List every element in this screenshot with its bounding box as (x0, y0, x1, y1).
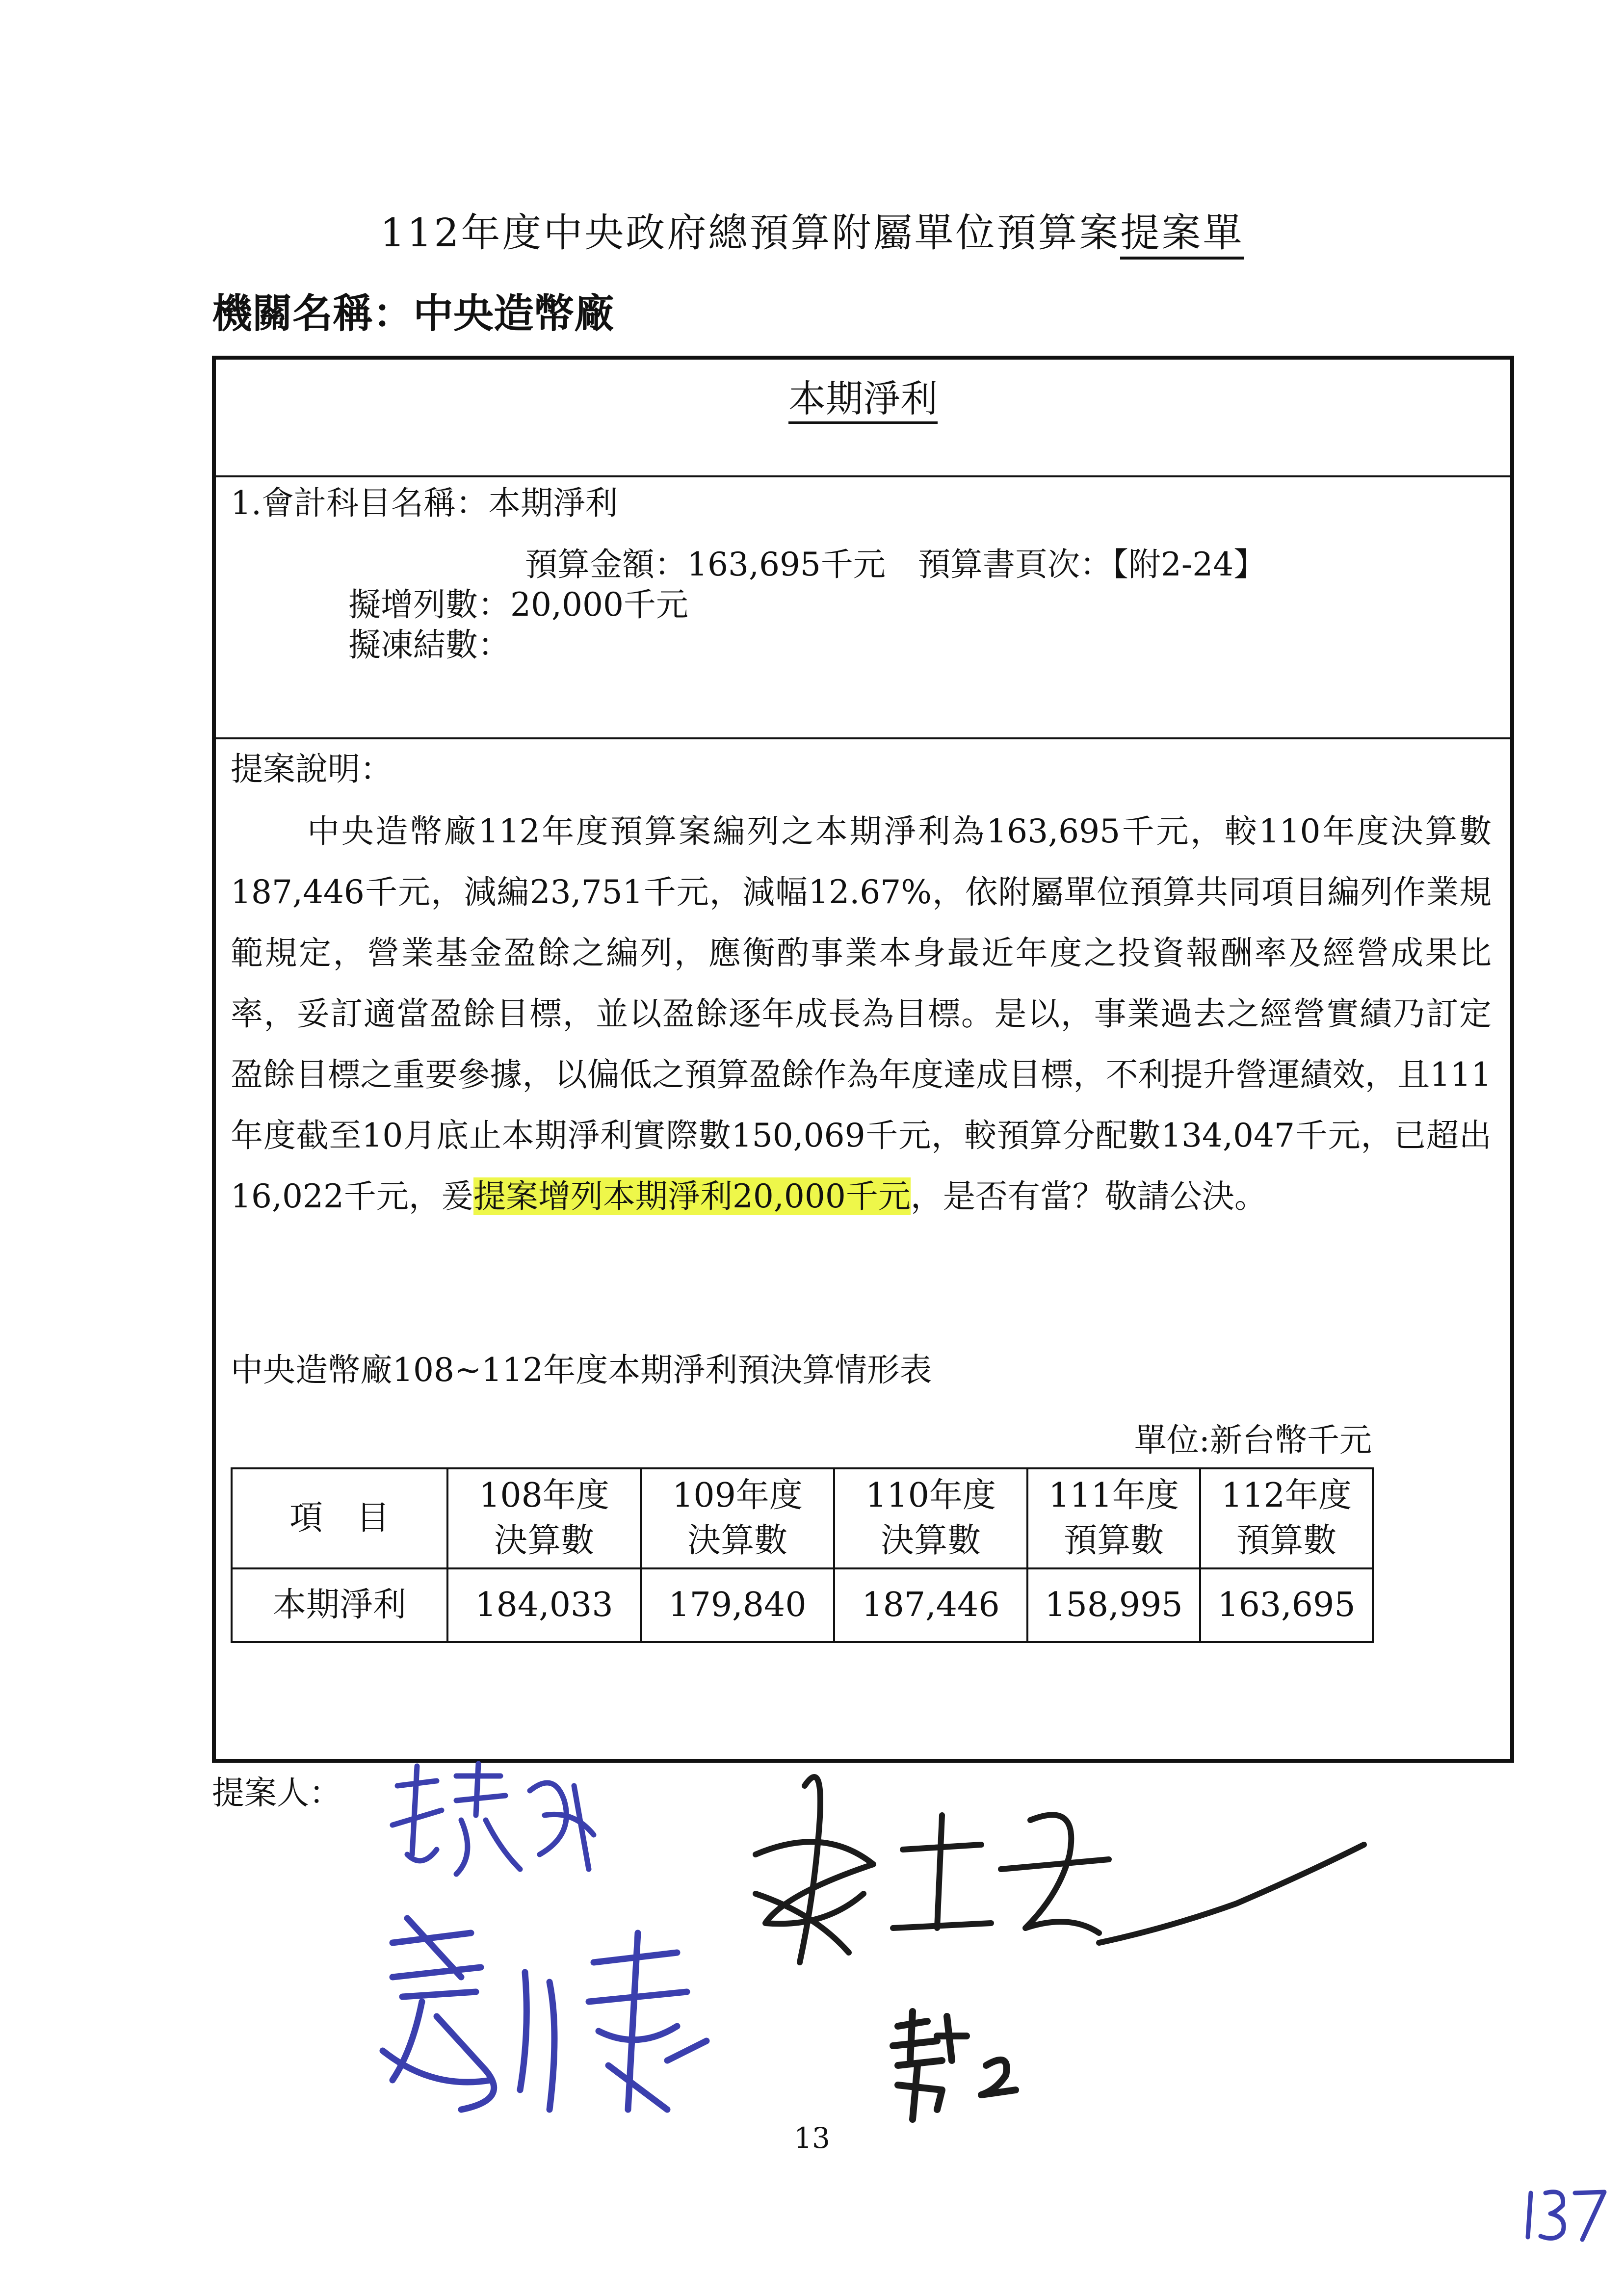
handwritten-page-number (1521, 2178, 1609, 2249)
page-number: 13 (794, 2121, 830, 2155)
item-line-1: 1.會計科目名稱：本期淨利 (231, 484, 618, 522)
explanation-highlight: 提案增列本期淨利20,000千元 (473, 1177, 911, 1215)
header-line: 預算數 (1236, 1521, 1336, 1560)
agency-name: 中央造幣廠 (413, 290, 615, 337)
table-cell: 184,033 (447, 1568, 641, 1642)
proposal-frame (212, 356, 1514, 1763)
table-header (641, 1468, 834, 1568)
signature-1-drawing (378, 1756, 603, 1884)
item-line-2: 預算金額：163,695千元 預算書頁次：【附2-24】 (525, 546, 1266, 583)
signature-2 (363, 1904, 746, 2131)
handwritten-page-number-drawing (1521, 2178, 1609, 2247)
table-cell: 179,840 (641, 1568, 834, 1642)
title-main: 112年度中央政府總預算附屬單位預算案 (380, 210, 1121, 256)
data-table (231, 1467, 1374, 1643)
header-line: 決算數 (880, 1521, 981, 1560)
signature-3-drawing (726, 1766, 1384, 1992)
table-header (834, 1468, 1027, 1568)
explanation-text: 中央造幣廠112年度預算案編列之本期淨利為163,695千元，較110年度決算數187,446千元，減編23,751千元，減幅12.67%，依附屬單位預算共同項目編列作業規範規定，營業基金盈餘之編列，應衡酌事業本身最近年度之投資報酬率及經營成果比率，妥訂適當盈餘目標，並以盈餘逐年成長為目標。是以，事業過去之經營實績乃訂定盈餘目標之重要參據，以偏低之預算盈餘作為年度達成目標，不利提升營運績效，且111年度截至10月底止本期淨利實際數150,069千元，較預算分配數134,047千元，已超出16,022千元，爰 (231, 812, 1492, 1215)
header-line: 109年度 (672, 1476, 803, 1515)
table-header (1200, 1468, 1373, 1568)
table-header (232, 1468, 447, 1568)
signature-1 (378, 1756, 603, 1886)
table-header (447, 1468, 641, 1568)
proposer-label: 提案人： (212, 1774, 341, 1812)
table-cell: 158,995 (1027, 1568, 1200, 1642)
header-line: 112年度 (1221, 1476, 1352, 1515)
header-line: 決算數 (687, 1521, 787, 1560)
header-line: 預算數 (1063, 1521, 1164, 1560)
signature-4-drawing (883, 2007, 1040, 2124)
table-caption: 中央造幣廠108~112年度本期淨利預決算情形表 (231, 1351, 932, 1389)
agency-label: 機關名稱： (212, 290, 414, 337)
agency-line (212, 287, 614, 341)
table-header-row (232, 1468, 1373, 1568)
signature-3 (726, 1766, 1384, 1994)
table-cell: 163,695 (1200, 1568, 1373, 1642)
header-line: 110年度 (865, 1476, 996, 1515)
header-line: 108年度 (479, 1476, 609, 1515)
item-line-4: 擬凍結數： (348, 626, 510, 664)
document-title (0, 206, 1624, 260)
table-header (1027, 1468, 1200, 1568)
divider (216, 737, 1510, 739)
header-line: 111年度 (1048, 1476, 1179, 1515)
table-cell: 187,446 (834, 1568, 1027, 1642)
title-underlined: 提案單 (1120, 210, 1244, 260)
signature-4 (883, 2007, 1040, 2126)
table-row (232, 1568, 1373, 1642)
table-cell: 本期淨利 (232, 1568, 447, 1642)
divider (216, 475, 1510, 477)
section-title (216, 372, 1510, 426)
section-title-text: 本期淨利 (788, 377, 938, 424)
header-line: 決算數 (494, 1521, 594, 1560)
explanation-label: 提案說明： (231, 750, 393, 788)
explanation-paragraph (231, 801, 1492, 1227)
header-line: 項 目 (289, 1499, 390, 1538)
item-line-3: 擬增列數：20,000千元 (348, 586, 688, 624)
signature-2-drawing (363, 1904, 746, 2129)
explanation-end: ，是否有當？敬請公決。 (910, 1177, 1267, 1215)
table-unit: 單位:新台幣千元 (1134, 1421, 1372, 1459)
